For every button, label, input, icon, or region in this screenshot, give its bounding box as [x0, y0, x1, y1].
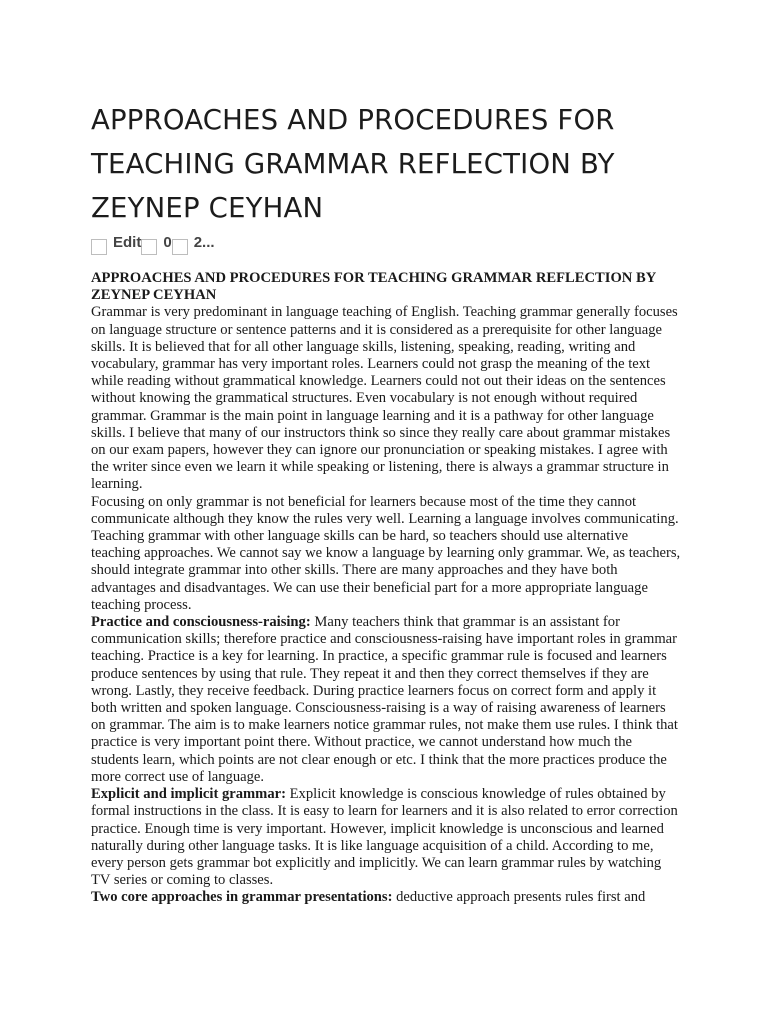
document-heading: APPROACHES AND PROCEDURES FOR TEACHING GRAMMAR REFLECTION BY ZEYNEP CEYHAN: [91, 270, 656, 304]
edit-icon[interactable]: [91, 239, 107, 255]
document-body: [91, 270, 681, 907]
section-label: Explicit and implicit grammar:: [91, 786, 286, 803]
document-page: [91, 98, 681, 907]
document-toolbar: [91, 232, 681, 256]
section-label: Practice and consciousness-raising:: [91, 614, 311, 631]
section-text: Many teachers think that grammar is an assistant for communication skills; therefore practice and consciousness-raising have important roles in grammar teaching. Practice is a key for learning. In practice, a specific grammar rule is focused and learners produce sentences by using that rule. They repeat it and then they correct themselves if they are wrong. Lastly, they receive feedback. During practice learners focus on correct form and apply it both written and spoken language. Consciousness-raising is a way of raising awareness of learners on grammar. The aim is to make learners notice grammar rules, not make them use rules. I think that practice is very important point there. Without practice, we cannot understand how much the students learn, which points are not clear enough or etc. I think that the more practices produce the more correct use of language.: [91, 614, 678, 785]
section-explicit-implicit: [91, 786, 681, 889]
section-core-approaches: [91, 889, 681, 906]
comment-count[interactable]: 0: [163, 233, 172, 251]
edit-button[interactable]: Edit: [113, 233, 142, 251]
more-icon[interactable]: [172, 239, 188, 255]
section-label: Two core approaches in grammar presentations:: [91, 889, 393, 906]
section-text: deductive approach presents rules first and: [392, 889, 646, 906]
section-practice: [91, 614, 681, 786]
page-title: APPROACHES AND PROCEDURES FOR TEACHING GRAMMAR REFLECTION BY ZEYNEP CEYHAN: [91, 104, 615, 224]
paragraph-2: Focusing on only grammar is not beneficial for learners because most of the time they cannot communicate although they know the rules very well. Learning a language involves communicating. Teaching grammar with other language skills can be hard, so teachers should use alternative teaching approaches. We cannot say we know a language by learning only grammar. We, as teachers, should integrate grammar into other skills. There are many approaches and they have both advantages and disadvantages. We can use their beneficial part for a more appropriate language teaching process.: [91, 493, 681, 613]
section-text: Explicit knowledge is conscious knowledge of rules obtained by formal instructions in the class. It is easy to learn for learners and it is also related to error correction practice. Enough time is very important. However, implicit knowledge is unconscious and learned naturally during other language tasks. It is like language acquisition of a child. According to me, every person gets grammar bot explicitly and implicitly. We can learn grammar rules by watching TV series or coming to classes.: [91, 786, 678, 889]
comment-icon[interactable]: [141, 239, 157, 255]
more-button[interactable]: 2...: [193, 233, 215, 251]
paragraph-1: Grammar is very predominant in language teaching of English. Teaching grammar generally focuses on language structure or sentence patterns and it is considered as a prerequisite for other language skills. It is believed that for all other language skills, listening, speaking, reading, writing and vocabulary, grammar has very important roles. Learners could not grasp the meaning of the text while reading without grammatical knowledge. Learners could not out their ideas on the sentences without knowing the grammatical structures. Even vocabulary is not enough without required grammar. Grammar is the main point in language learning and it is a pathway for other language skills. I believe that many of our instructors think so since they really care about grammar mistakes on our exam papers, however they can ignore our pronunciation or speaking mistakes. I agree with the writer since even we learn it while speaking or listening, there is always a grammar structure in learning.: [91, 304, 678, 493]
